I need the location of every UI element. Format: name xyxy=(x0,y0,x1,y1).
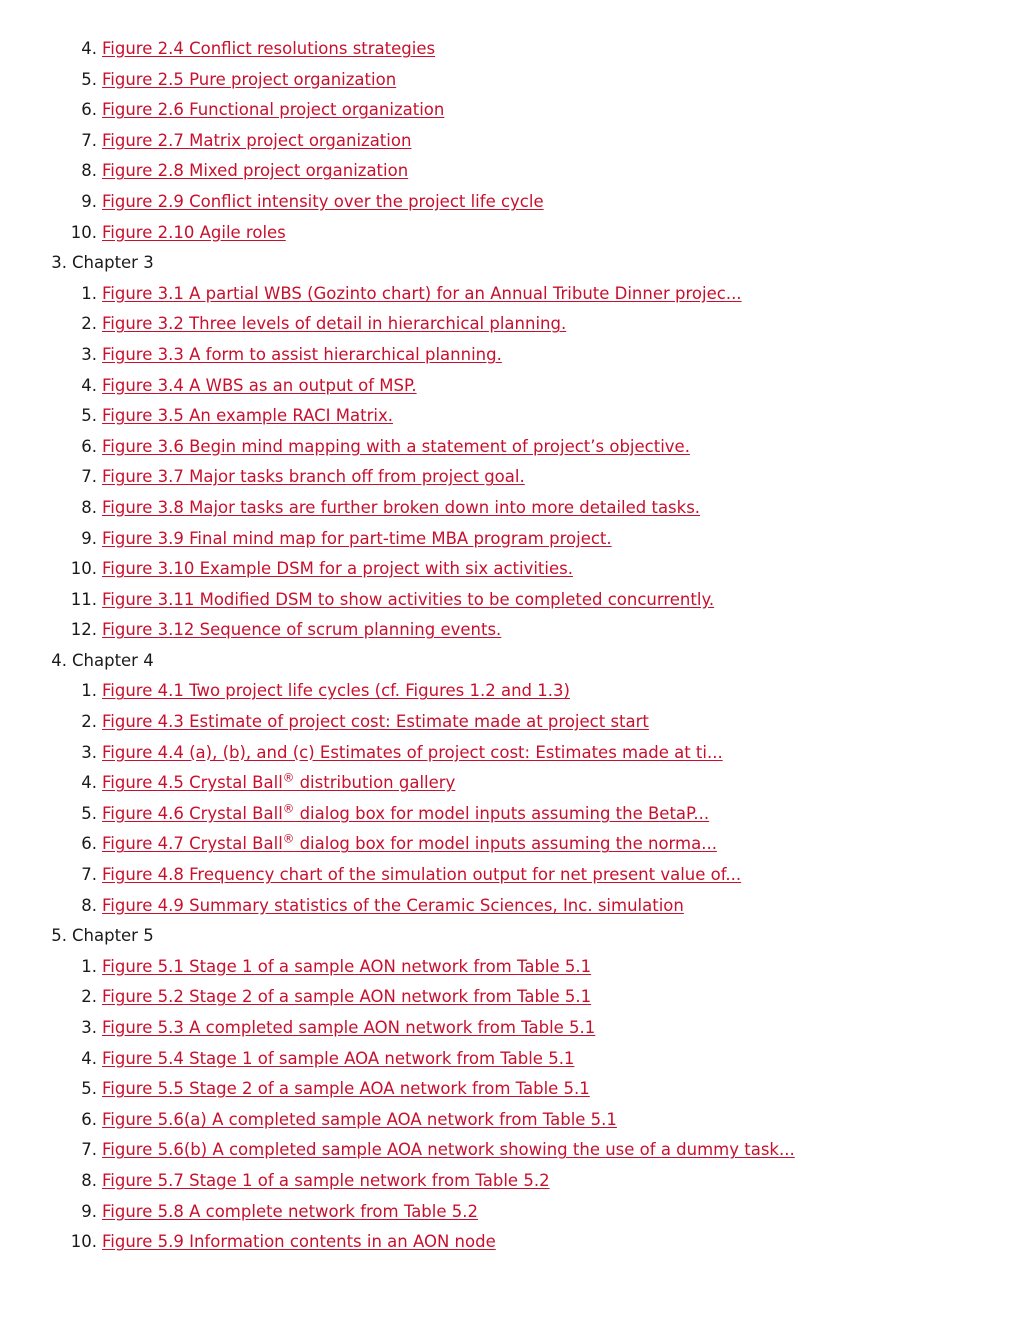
figure-link[interactable] xyxy=(102,768,455,799)
list-item xyxy=(0,585,1020,616)
list-item-number: 10. xyxy=(70,222,97,242)
figure-link[interactable]: Figure 4.3 Estimate of project cost: Estimate made at project start xyxy=(102,712,649,732)
list-item-number: 4. xyxy=(81,1048,97,1068)
list-item xyxy=(0,309,1020,340)
list-item xyxy=(0,462,1020,493)
chapter-heading xyxy=(0,248,1020,279)
figure-link[interactable]: Figure 2.5 Pure project organization xyxy=(102,69,397,89)
list-item xyxy=(0,432,1020,463)
list-item xyxy=(0,799,1020,830)
list-item-number: 5. xyxy=(81,69,97,89)
list-item xyxy=(0,1197,1020,1228)
list-item xyxy=(0,707,1020,738)
figure-link[interactable] xyxy=(102,829,717,860)
list-item-number: 4. xyxy=(81,375,97,395)
list-item xyxy=(0,65,1020,96)
list-item-number: 2. xyxy=(81,712,97,732)
figure-link[interactable]: Figure 2.6 Functional project organization xyxy=(102,100,445,120)
figure-link[interactable]: Figure 5.7 Stage 1 of a sample network from Table 5.2 xyxy=(102,1170,550,1190)
list-item xyxy=(0,1227,1020,1258)
registered-mark: ® xyxy=(282,831,295,846)
list-item-number: 3. xyxy=(81,1018,97,1037)
list-item-number: 5. xyxy=(81,406,97,426)
list-item-number: 2. xyxy=(81,314,97,334)
chapter-number: 3. xyxy=(51,253,67,273)
list-item-number: 7. xyxy=(81,467,97,487)
figure-list xyxy=(0,34,1020,1258)
figure-link-text: Figure 4.7 Crystal Ball xyxy=(102,834,283,854)
figure-link[interactable]: Figure 3.9 Final mind map for part-time MBA program project. xyxy=(102,528,612,548)
figure-link-text: dialog box for model inputs assuming the BetaP... xyxy=(294,803,710,823)
list-item xyxy=(0,768,1020,799)
list-item xyxy=(0,676,1020,707)
list-item-number: 9. xyxy=(81,1201,97,1221)
list-item-number: 3. xyxy=(81,344,97,364)
figure-link[interactable]: Figure 3.10 Example DSM for a project with six activities. xyxy=(102,559,573,579)
figure-link[interactable]: Figure 5.5 Stage 2 of a sample AOA network from Table 5.1 xyxy=(102,1079,590,1099)
figure-link[interactable]: Figure 2.8 Mixed project organization xyxy=(102,161,409,181)
figure-link[interactable]: Figure 3.2 Three levels of detail in hierarchical planning. xyxy=(102,314,567,334)
list-item-number: 7. xyxy=(81,1140,97,1160)
figure-link[interactable]: Figure 2.10 Agile roles xyxy=(102,222,286,242)
list-item-number: 7. xyxy=(81,130,97,150)
list-item xyxy=(0,340,1020,371)
figure-link[interactable]: Figure 4.8 Frequency chart of the simulation output for net present value of... xyxy=(102,865,742,885)
list-item xyxy=(0,1135,1020,1166)
figure-link[interactable]: Figure 2.4 Conflict resolutions strategies xyxy=(102,39,436,58)
figure-link[interactable]: Figure 5.4 Stage 1 of sample AOA network from Table 5.1 xyxy=(102,1048,575,1068)
list-item xyxy=(0,95,1020,126)
list-item-number: 1. xyxy=(81,283,97,303)
list-item xyxy=(0,1044,1020,1075)
chapter-title: Chapter 3 xyxy=(72,253,154,273)
figure-link[interactable]: Figure 3.3 A form to assist hierarchical planning. xyxy=(102,344,502,364)
list-item-number: 5. xyxy=(81,1079,97,1099)
figure-link-text: Figure 4.5 Crystal Ball xyxy=(102,773,283,793)
list-item xyxy=(0,891,1020,922)
list-item-number: 6. xyxy=(81,1109,97,1129)
list-item-number: 4. xyxy=(81,39,97,58)
figure-link[interactable]: Figure 3.1 A partial WBS (Gozinto chart) for an Annual Tribute Dinner projec... xyxy=(102,283,742,303)
figure-link[interactable]: Figure 2.7 Matrix project organization xyxy=(102,130,412,150)
chapter-title: Chapter 4 xyxy=(72,650,154,670)
list-item-number: 12. xyxy=(70,620,97,640)
list-item xyxy=(0,401,1020,432)
list-item xyxy=(0,34,1020,65)
figure-link[interactable]: Figure 3.11 Modified DSM to show activities to be completed concurrently. xyxy=(102,589,715,609)
list-item xyxy=(0,156,1020,187)
list-item xyxy=(0,1105,1020,1136)
list-item-number: 8. xyxy=(81,161,97,181)
figure-link[interactable]: Figure 4.4 (a), (b), and (c) Estimates of project cost: Estimates made at ti... xyxy=(102,742,723,762)
list-item-number: 3. xyxy=(81,742,97,762)
chapter-number: 4. xyxy=(51,650,67,670)
list-item-number: 6. xyxy=(81,100,97,120)
figure-link[interactable]: Figure 5.6(b) A completed sample AOA network showing the use of a dummy task... xyxy=(102,1140,795,1160)
figure-link[interactable]: Figure 4.9 Summary statistics of the Ceramic Sciences, Inc. simulation xyxy=(102,895,684,915)
list-item xyxy=(0,371,1020,402)
list-item-number: 10. xyxy=(70,1232,97,1252)
list-item-number: 9. xyxy=(81,528,97,548)
figure-link[interactable]: Figure 5.8 A complete network from Table 5.2 xyxy=(102,1201,479,1221)
list-item xyxy=(0,554,1020,585)
list-item-number: 11. xyxy=(70,589,97,609)
list-item xyxy=(0,1166,1020,1197)
list-item-number: 1. xyxy=(81,956,97,976)
figure-link-text: Figure 4.6 Crystal Ball xyxy=(102,803,283,823)
figure-link[interactable]: Figure 3.6 Begin mind mapping with a statement of project’s objective. xyxy=(102,436,690,456)
list-item-number: 6. xyxy=(81,436,97,456)
figure-link[interactable]: Figure 3.5 An example RACI Matrix. xyxy=(102,406,393,426)
figure-link[interactable]: Figure 5.1 Stage 1 of a sample AON network from Table 5.1 xyxy=(102,956,592,976)
figure-link[interactable]: Figure 2.9 Conflict intensity over the project life cycle xyxy=(102,191,544,211)
list-item xyxy=(0,615,1020,646)
list-item-number: 6. xyxy=(81,834,97,854)
list-item xyxy=(0,218,1020,249)
list-item-number: 9. xyxy=(81,191,97,211)
list-item-number: 4. xyxy=(81,773,97,793)
figure-link[interactable]: Figure 3.7 Major tasks branch off from project goal. xyxy=(102,467,525,487)
list-item xyxy=(0,126,1020,157)
figure-link-text: distribution gallery xyxy=(294,773,456,793)
registered-mark: ® xyxy=(282,801,295,816)
list-item-number: 10. xyxy=(70,559,97,579)
list-item xyxy=(0,1074,1020,1105)
list-item xyxy=(0,738,1020,769)
chapter-number: 5. xyxy=(51,926,67,946)
list-item-number: 7. xyxy=(81,865,97,885)
list-item-number: 1. xyxy=(81,681,97,701)
figure-link[interactable]: Figure 3.8 Major tasks are further broken down into more detailed tasks. xyxy=(102,497,701,517)
figure-link[interactable]: Figure 5.6(a) A completed sample AOA network from Table 5.1 xyxy=(102,1109,617,1129)
list-item-number: 8. xyxy=(81,895,97,915)
chapter-heading xyxy=(0,646,1020,677)
figure-link[interactable]: Figure 5.2 Stage 2 of a sample AON network from Table 5.1 xyxy=(102,987,592,1007)
list-item xyxy=(0,524,1020,555)
list-item-number: 8. xyxy=(81,1170,97,1190)
list-item xyxy=(0,187,1020,218)
list-item xyxy=(0,493,1020,524)
list-item xyxy=(0,952,1020,983)
figure-link[interactable]: Figure 3.4 A WBS as an output of MSP. xyxy=(102,375,417,395)
list-item-number: 5. xyxy=(81,803,97,823)
list-item xyxy=(0,279,1020,310)
list-item xyxy=(0,860,1020,891)
chapter-heading xyxy=(0,921,1020,952)
figure-link[interactable]: Figure 5.3 A completed sample AON network from Table 5.1 xyxy=(102,1018,596,1037)
figure-link[interactable]: Figure 3.12 Sequence of scrum planning events. xyxy=(102,620,502,640)
list-item-number: 2. xyxy=(81,987,97,1007)
figure-link[interactable]: Figure 5.9 Information contents in an AON node xyxy=(102,1232,496,1252)
figure-link-text: dialog box for model inputs assuming the norma... xyxy=(294,834,717,854)
list-item xyxy=(0,829,1020,860)
figure-link[interactable]: Figure 4.1 Two project life cycles (cf. Figures 1.2 and 1.3) xyxy=(102,681,570,701)
registered-mark: ® xyxy=(282,770,295,785)
list-item xyxy=(0,982,1020,1013)
chapter-title: Chapter 5 xyxy=(72,926,154,946)
list-item-number: 8. xyxy=(81,497,97,517)
list-item xyxy=(0,1013,1020,1044)
figure-link[interactable] xyxy=(102,799,709,830)
